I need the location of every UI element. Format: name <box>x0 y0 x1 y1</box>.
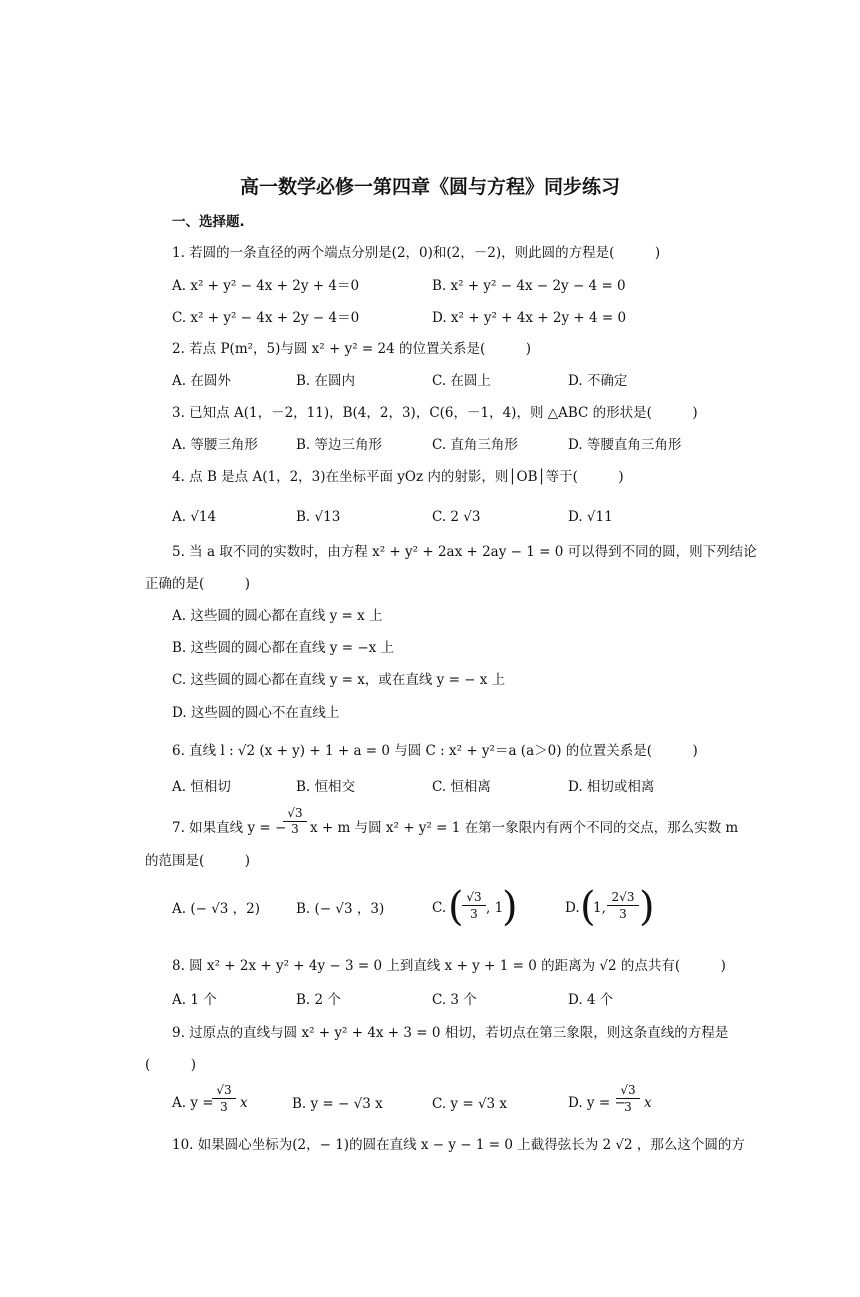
question-2-option-b[interactable]: B. 在圆内 <box>296 373 356 389</box>
question-3-option-a[interactable]: A. 等腰三角形 <box>172 437 258 453</box>
question-4-option-b[interactable]: B. √13 <box>296 509 341 525</box>
question-9-option-b[interactable]: B. y = − √3 x <box>292 1096 383 1112</box>
question-9-stem: 9. 过原点的直线与圆 x² + y² + 4x + 3 = 0 相切，若切点在第三象限，则这条直线的方程是 <box>172 1025 729 1041</box>
fraction-numerator: √3 <box>616 1082 640 1099</box>
question-1-option-c[interactable]: C. x² + y² − 4x + 2y − 4＝0 <box>172 310 360 326</box>
question-8-option-b[interactable]: B. 2 个 <box>296 992 341 1008</box>
question-7-option-a[interactable]: A. (− √3 ，2) <box>172 901 261 917</box>
fraction-denominator: 3 <box>470 907 478 921</box>
question-8-stem: 8. 圆 x² + 2x + y² + 4y − 3 = 0 上到直线 x + y + 1 = 0 的距离为 √2 的点共有( ) <box>172 958 726 974</box>
page-title: 高一数学必修一第四章《圆与方程》同步练习 <box>239 176 620 198</box>
question-3-stem: 3. 已知点 A(1，－2，11)，B(4，2，3)，C(6，－1，4)，则 △ABC 的形状是( ) <box>172 405 698 421</box>
option-a-fraction <box>212 1082 236 1115</box>
question-9-option-a[interactable] <box>172 1082 282 1122</box>
question-8-option-c[interactable]: C. 3 个 <box>432 992 477 1008</box>
left-paren-icon: ( <box>448 884 464 930</box>
fraction-numerator: √3 <box>462 889 486 906</box>
fraction-denominator: 3 <box>624 1100 632 1114</box>
option-d-fraction <box>607 889 639 922</box>
question-5-option-b[interactable]: B. 这些圆的圆心都在直线 y = −x 上 <box>172 640 395 656</box>
question-6-option-a[interactable]: A. 恒相切 <box>172 779 231 795</box>
section-heading: 一、选择题. <box>172 214 245 230</box>
question-5-stem: 5. 当 a 取不同的实数时，由方程 x² + y² + 2ax + 2ay − 1 = 0 可以得到不同的圆，则下列结论 <box>172 544 757 560</box>
option-a-label: A. y = <box>172 1095 214 1111</box>
fraction-denominator: 3 <box>291 822 299 836</box>
fraction-denominator: 3 <box>220 1100 228 1114</box>
question-5-stem-continued: 正确的是( ) <box>145 576 251 592</box>
option-d-lead: 1, <box>593 900 606 916</box>
question-1-stem: 1. 若圆的一条直径的两个端点分别是(2，0)和(2，－2)，则此圆的方程是( ) <box>172 245 661 261</box>
question-1-option-b[interactable]: B. x² + y² − 4x − 2y − 4 = 0 <box>432 278 626 294</box>
question-9-option-c[interactable]: C. y = √3 x <box>432 1096 508 1112</box>
fraction-numerator: √3 <box>212 1082 236 1099</box>
question-7-stem-continued: 的范围是( ) <box>145 853 251 869</box>
question-9-stem-continued: ( ) <box>145 1057 197 1073</box>
fraction-denominator: 3 <box>619 907 627 921</box>
question-2-option-c[interactable]: C. 在圆上 <box>432 373 491 389</box>
option-d-label: D. <box>565 900 580 916</box>
right-paren-icon: ) <box>502 884 518 930</box>
question-5-option-a[interactable]: A. 这些圆的圆心都在直线 y = x 上 <box>172 608 383 624</box>
question-3-option-d[interactable]: D. 等腰直角三角形 <box>568 437 682 453</box>
question-6-option-d[interactable]: D. 相切或相离 <box>568 779 655 795</box>
question-7-stem-post: x + m 与圆 x² + y² = 1 在第一象限内有两个不同的交点，那么实数 m <box>310 820 739 836</box>
option-c-label: C. <box>432 900 447 916</box>
question-2-stem: 2. 若点 P(m²，5)与圆 x² + y² = 24 的位置关系是( ) <box>172 341 532 357</box>
question-4-option-a[interactable]: A. √14 <box>172 509 217 525</box>
question-2-option-d[interactable]: D. 不确定 <box>568 373 628 389</box>
question-3-option-b[interactable]: B. 等边三角形 <box>296 437 383 453</box>
question-4-option-c[interactable]: C. 2 √3 <box>432 509 481 525</box>
left-paren-icon: ( <box>580 884 596 930</box>
question-8-option-a[interactable]: A. 1 个 <box>172 992 217 1008</box>
question-6-option-b[interactable]: B. 恒相交 <box>296 779 356 795</box>
option-d-fraction <box>616 1082 640 1115</box>
question-3-option-c[interactable]: C. 直角三角形 <box>432 437 518 453</box>
question-1-option-a[interactable]: A. x² + y² − 4x + 2y + 4＝0 <box>172 278 360 294</box>
fraction-numerator: √3 <box>283 806 307 822</box>
question-5-option-c[interactable]: C. 这些圆的圆心都在直线 y = x，或在直线 y = − x 上 <box>172 672 506 688</box>
question-7-fraction <box>283 806 307 837</box>
option-c-tail: , 1 <box>486 900 504 916</box>
question-8-option-d[interactable]: D. 4 个 <box>568 992 614 1008</box>
option-d-tail: x <box>644 1095 652 1111</box>
question-6-option-c[interactable]: C. 恒相离 <box>432 779 491 795</box>
question-4-stem: 4. 点 B 是点 A(1，2，3)在坐标平面 yOz 内的射影，则│OB│等于( ) <box>172 469 624 485</box>
question-4-option-d[interactable]: D. √11 <box>568 509 613 525</box>
question-1-option-d[interactable]: D. x² + y² + 4x + 2y + 4 = 0 <box>432 310 627 326</box>
question-7-option-b[interactable]: B. (− √3 ，3) <box>296 901 385 917</box>
question-10-stem: 10. 如果圆心坐标为(2，− 1)的圆在直线 x − y − 1 = 0 上截得弦长为 2 √2 ，那么这个圆的方 <box>172 1137 745 1153</box>
question-9-option-d[interactable] <box>568 1082 678 1122</box>
option-a-tail: x <box>240 1095 248 1111</box>
option-d-label: D. y = − <box>568 1095 626 1111</box>
question-2-option-a[interactable]: A. 在圆外 <box>172 373 231 389</box>
question-7-stem-pre: 7. 如果直线 y = − <box>172 820 287 836</box>
right-paren-icon: ) <box>639 884 655 930</box>
fraction-numerator: 2√3 <box>607 889 639 906</box>
question-5-option-d[interactable]: D. 这些圆的圆心不在直线上 <box>172 705 340 721</box>
question-6-stem: 6. 直线 l : √2 (x + y) + 1 + a = 0 与圆 C : x² + y²＝a (a＞0) 的位置关系是( ) <box>172 743 698 759</box>
option-c-fraction <box>462 889 486 922</box>
